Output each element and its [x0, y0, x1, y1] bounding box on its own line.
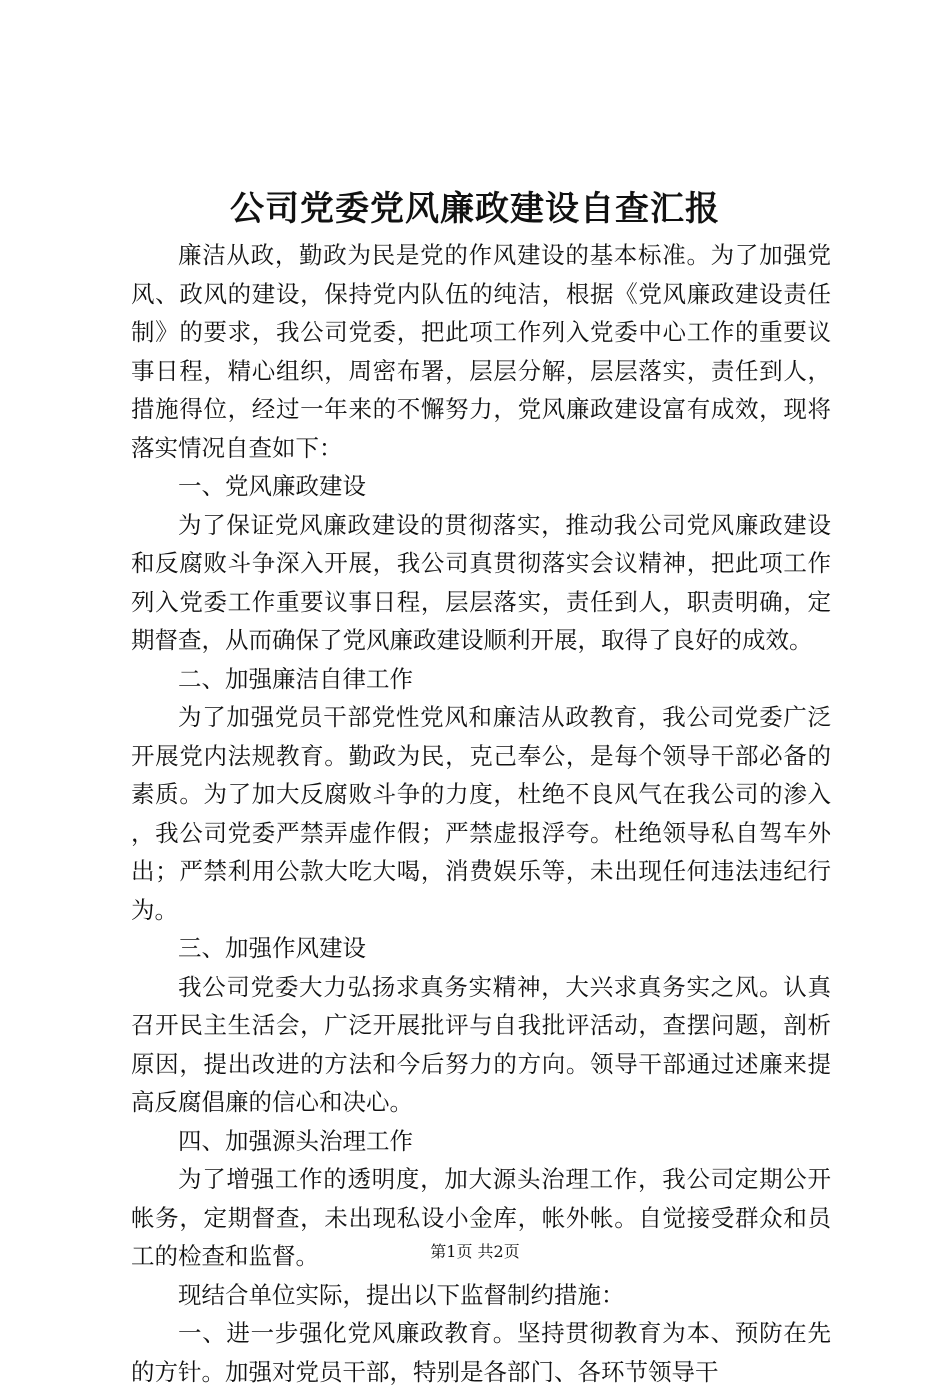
section-paragraph-3: 我公司党委大力弘扬求真务实精神，大兴求真务实之风。认真召开民主生活会，广泛开展批评与自我批评活动，查摆问题，剖析原因，提出改进的方法和今后努力的方向。领导干部通过述廉来提高反腐倡廉的信心和决心。 [131, 972, 831, 1116]
measure-paragraph-1: 一、进一步强化党风廉政教育。坚持贯彻教育为本、预防在先的方针。加强对党员干部，特别是各部门、各环节领导干 [131, 1319, 831, 1386]
intro-paragraph: 廉洁从政，勤政为民是党的作风建设的基本标准。为了加强党风、政风的建设，保持党内队伍的纯洁，根据《党风廉政建设责任制》的要求，我公司党委，把此项工作列入党委中心工作的重要议事日程，精心组织，周密布署，层层分解，层层落实，责任到人，措施得位，经过一年来的不懈努力，党风廉政建设富有成效，现将落实情况自查如下： [131, 241, 831, 462]
document-title: 公司党委党风廉政建设自查汇报 [230, 189, 720, 229]
section-heading-3: 三、加强作风建设 [178, 934, 366, 962]
section-paragraph-1: 为了保证党风廉政建设的贯彻落实，推动我公司党风廉政建设和反腐败斗争深入开展，我公司真贯彻落实会议精神，把此项工作列入党委工作重要议事日程，层层落实，责任到人，职责明确，定期督查，从而确保了党风廉政建设顺利开展，取得了良好的成效。 [131, 510, 831, 654]
section-heading-1: 一、党风廉政建设 [178, 472, 366, 500]
section-paragraph-2: 为了加强党员干部党性党风和廉洁从政教育，我公司党委广泛开展党内法规教育。勤政为民，克己奉公，是每个领导干部必备的素质。为了加大反腐败斗争的力度，杜绝不良风气在我公司的渗入，我公司党委严禁弄虚作假；严禁虚报浮夸。杜绝领导私自驾车外出；严禁利用公款大吃大喝，消费娱乐等，未出现任何违法违纪行为。 [131, 703, 831, 924]
section-paragraph-4: 为了增强工作的透明度，加大源头治理工作，我公司定期公开帐务，定期督查，未出现私设小金库，帐外帐。自觉接受群众和员工的检查和监督。 [131, 1165, 831, 1270]
page-number-footer: 第1页 共2页 [430, 1242, 520, 1261]
section-heading-2: 二、加强廉洁自律工作 [178, 664, 413, 693]
document-body [131, 236, 831, 1391]
measures-intro-paragraph: 现结合单位实际，提出以下监督制约措施： [178, 1280, 625, 1309]
section-heading-4: 四、加强源头治理工作 [178, 1126, 413, 1155]
